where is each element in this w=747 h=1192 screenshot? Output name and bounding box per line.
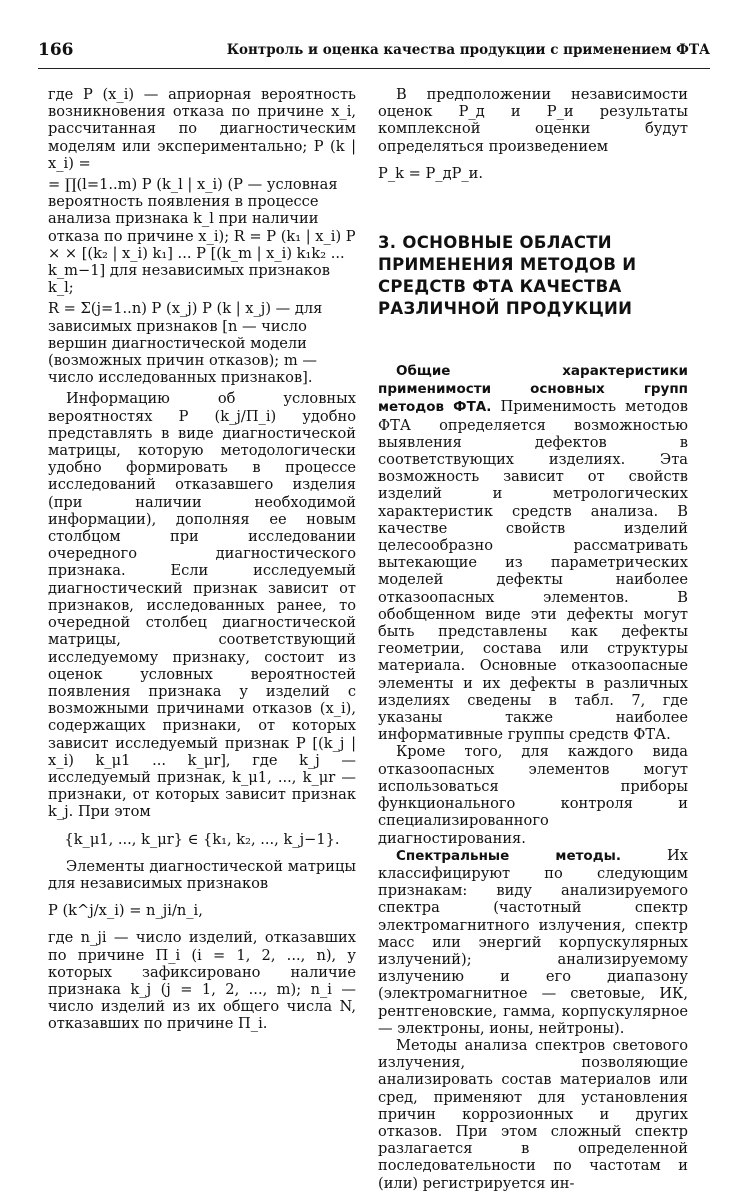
- left-formula-set: {k_μ1, ..., k_μr} ∈ {k₁, k₂, ..., k_j−1}.: [64, 830, 340, 848]
- subsection-title-general: Общие характеристики применимости основных групп методов ФТА.: [378, 363, 688, 416]
- left-formula-matrix-element: P (k^j/x_i) = n_ji/n_i,: [48, 902, 203, 920]
- left-formula-sum: R = Σ(j=1..n) P (x_j) P (k | x_j) — для зависимых признаков [n — число вершин диагностической модели (возможных причин отказов); m — число исследованных признаков].: [48, 300, 323, 387]
- right-paragraph-4: [378, 847, 688, 1037]
- left-paragraph-1: где P (x_i) — априорная вероятность возникновения отказа по причине x_i, рассчитанная по диагностическим моделям или экспериментально; P (k | x_i) =: [48, 86, 356, 172]
- right-paragraph-1: В предположении независимости оценок P_д и P_и результаты комплексной оценки будут определяться произведением: [378, 86, 688, 155]
- right-paragraph-2: [378, 362, 688, 743]
- right-paragraph-4-text: Их классифицируют по следующим признакам: виду анализируемого спектра (частотный спектр электромагнитного излучения, спектр масс или энергий корпускулярных излучений); анализируемому излучению и его диапазону (электромагнитное — световые, ИК, рентгеновские, гамма, корпускулярное — электроны, ионы, нейтроны).: [378, 846, 689, 1037]
- page-number: 166: [38, 40, 74, 60]
- right-formula-complex: P_k = P_дP_и.: [378, 164, 484, 182]
- right-paragraph-3: Кроме того, для каждого вида отказоопасных элементов могут использоваться приборы функционального контроля и специализированного диагностирования.: [378, 743, 688, 847]
- left-formula-product: = ∏(l=1..m) P (k_l | x_i) (P — условная вероятность появления в процессе анализа признака k_l при наличии отказа по причине x_i); R = P (k₁ | x_i) P × × [(k₂ | x_i) k₁] ... P [(k_m | x_i) k₁k₂ ... k_m−1] для независимых признаков k_l;: [48, 176, 356, 297]
- right-paragraph-2-text: Применимость методов ФТА определяется возможностью выявления дефектов в соответствующих изделиях. Эта возможность зависит от свойств изделий и метрологических характеристик средств анализа. В качестве свойств изделий целесообразно рассматривать вытекающие из параметрических моделей дефекты наиболее отказоопасных элементов. В обобщенном виде эти дефекты могут быть представлены как дефекты геометрии, состава или структуры материала. Основные отказоопасные элементы и их дефекты в различных изделиях сведены в табл. 7, где указаны также наиболее информативные группы средств ФТА.: [378, 398, 689, 744]
- right-column: [378, 86, 688, 1192]
- left-paragraph-3: Элементы диагностической матрицы для независимых признаков: [48, 857, 356, 892]
- left-paragraph-4: где n_ji — число изделий, отказавших по причине П_i (i = 1, 2, ..., n), у которых зафиксировано наличие признака k_j (j = 1, 2, ..., m); n_i — число изделий из их общего числа N, отказавших по причине П_i.: [48, 929, 356, 1033]
- section-title: 3. ОСНОВНЫЕ ОБЛАСТИ ПРИМЕНЕНИЯ МЕТОДОВ И СРЕДСТВ ФТА КАЧЕСТВА РАЗЛИЧНОЙ ПРОДУКЦИИ: [378, 233, 637, 319]
- page-header: [38, 38, 710, 69]
- left-column: [48, 86, 356, 1033]
- left-paragraph-2: Информацию об условных вероятностях P (k_j/П_i) удобно представлять в виде диагностической матрицы, которую методологически удобно формировать в процессе исследований отказавшего изделия (при наличии необходимой информации), дополняя ее новым столбцом при исследовании очередного диагностического признака. Если исследуемый диагностический признак зависит от признаков, исследованных ранее, то очередной столбец диагностической матрицы, соответствующий исследуемому признаку, состоит из оценок условных вероятностей появления признака у изделий с возможными причинами отказов (x_i), содержащих признаки, от которых зависит исследуемый признак P [(k_j | x_i) k_μ1 ... k_μr], где k_j — исследуемый признак, k_μ1, ..., k_μr — признаки, от которых зависит признак k_j. При этом: [48, 390, 356, 821]
- running-title: Контроль и оценка качества продукции с применением ФТА: [226, 42, 710, 58]
- subsection-title-spectral: Спектральные методы.: [396, 847, 621, 864]
- right-paragraph-5: Методы анализа спектров светового излучения, позволяющие анализировать состав материалов или сред, применяют для установления причин коррозионных и других отказов. При этом сложный спектр разлагается в определенной последовательности по частотам и (или) регистрируется ин-: [378, 1036, 688, 1192]
